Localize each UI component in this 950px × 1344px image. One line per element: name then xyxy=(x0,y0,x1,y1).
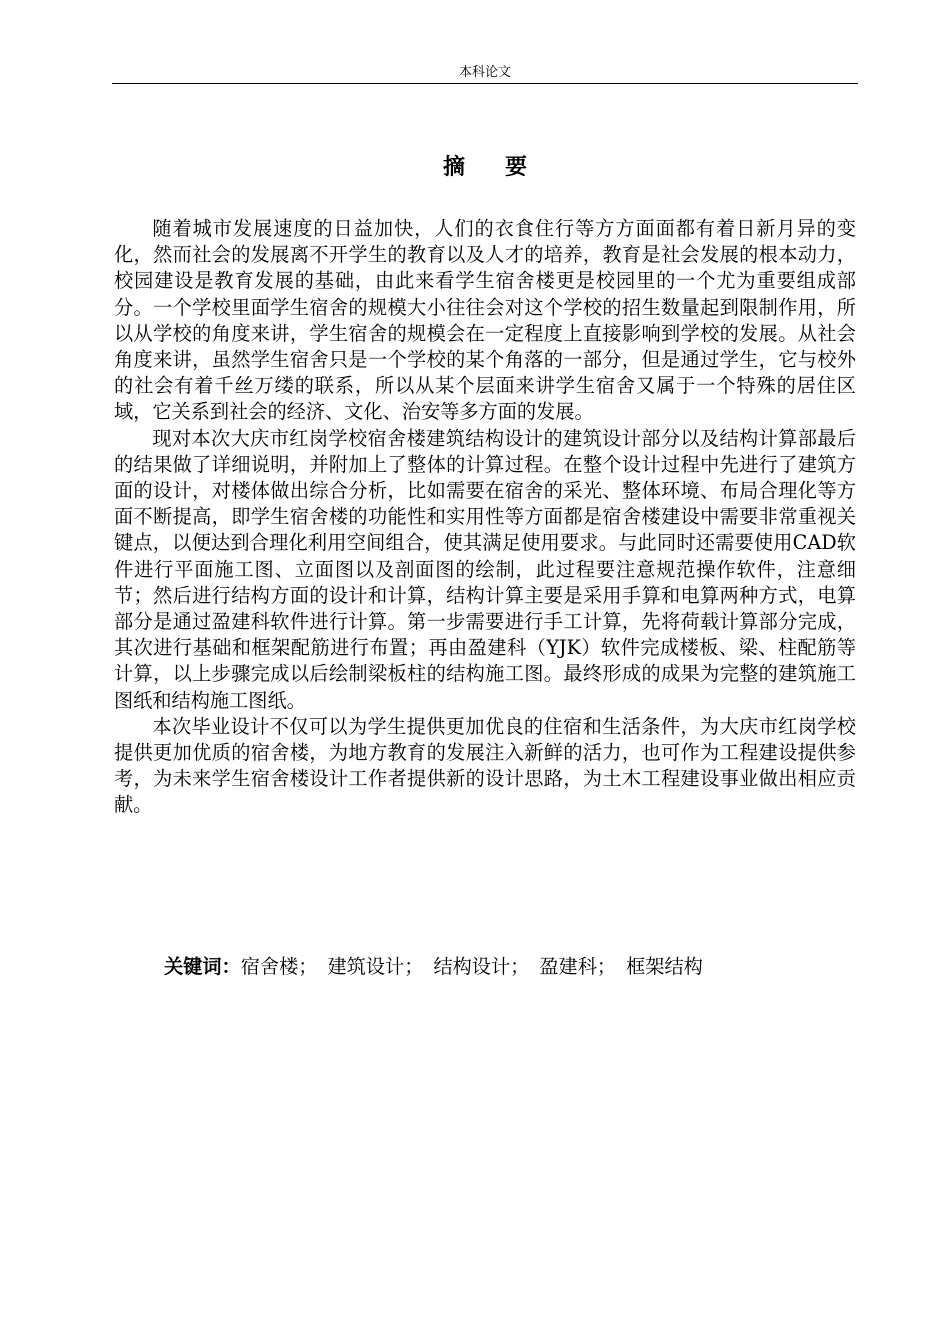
abstract-paragraph-2: 现对本次大庆市红岗学校宿舍楼建筑结构设计的建筑设计部分以及结构计算部最后的结果做了详细说明，并附加上了整体的计算过程。在整个设计过程中先进行了建筑方面的设计，对楼体做出综合分析，比如需要在宿舍的采光、整体环境、布局合理化等方面不断提高，即学生宿舍楼的功能性和实用性等方面都是宿舍楼建设中需要非常重视关键点，以便达到合理化利用空间组合，使其满足使用要求。与此同时还需要使用CAD软件进行平面施工图、立面图以及剖面图的绘制，此过程要注意规范操作软件，注意细节；然后进行结构方面的设计和计算，结构计算主要是采用手算和电算两种方式，电算部分是通过盈建科软件进行计算。第一步需要进行手工计算，先将荷载计算部分完成，其次进行基础和框架配筋进行布置；再由盈建科（YJK）软件完成楼板、梁、柱配筋等计算，以上步骤完成以后绘制梁板柱的结构施工图。最终形成的成果为完整的建筑施工图纸和结构施工图纸。 xyxy=(114,426,856,712)
running-header: 本科论文 xyxy=(458,65,511,80)
keyword-item: 结构设计； xyxy=(433,955,530,978)
abstract-paragraph-3: 本次毕业设计不仅可以为学生提供更加优良的住宿和生活条件，为大庆市红岗学校提供更加优质的宿舍楼，为地方教育的发展注入新鲜的活力，也可作为工程建设提供参考，为未来学生宿舍楼设计工作者提供新的设计思路，为土木工程建设事业做出相应贡献。 xyxy=(114,714,856,817)
header-divider xyxy=(112,83,858,84)
keyword-item: 框架结构 xyxy=(626,955,703,978)
keyword-item: 盈建科； xyxy=(539,955,617,978)
keyword-item: 宿舍楼； xyxy=(240,955,318,978)
abstract-body xyxy=(114,216,856,819)
abstract-title: 摘要 xyxy=(442,155,567,180)
abstract-paragraph-1: 随着城市发展速度的日益加快，人们的衣食住行等方方面面都有着日新月异的变化，然而社会的发展离不开学生的教育以及人才的培养，教育是社会发展的根本动力，校园建设是教育发展的基础，由此来看学生宿舍楼更是校园里的一个尤为重要组成部分。一个学校里面学生宿舍的规模大小往往会对这个学校的招生数量起到限制作用，所以从学校的角度来讲，学生宿舍的规模会在一定程度上直接影响到学校的发展。从社会角度来讲，虽然学生宿舍只是一个学校的某个角落的一部分，但是通过学生，它与校外的社会有着千丝万缕的联系，所以从某个层面来讲学生宿舍又属于一个特殊的居住区域，它关系到社会的经济、文化、治安等多方面的发展。 xyxy=(114,217,856,424)
keywords-line xyxy=(164,953,856,981)
keywords-label: 关键词： xyxy=(164,955,241,978)
keyword-item: 建筑设计； xyxy=(327,955,424,978)
